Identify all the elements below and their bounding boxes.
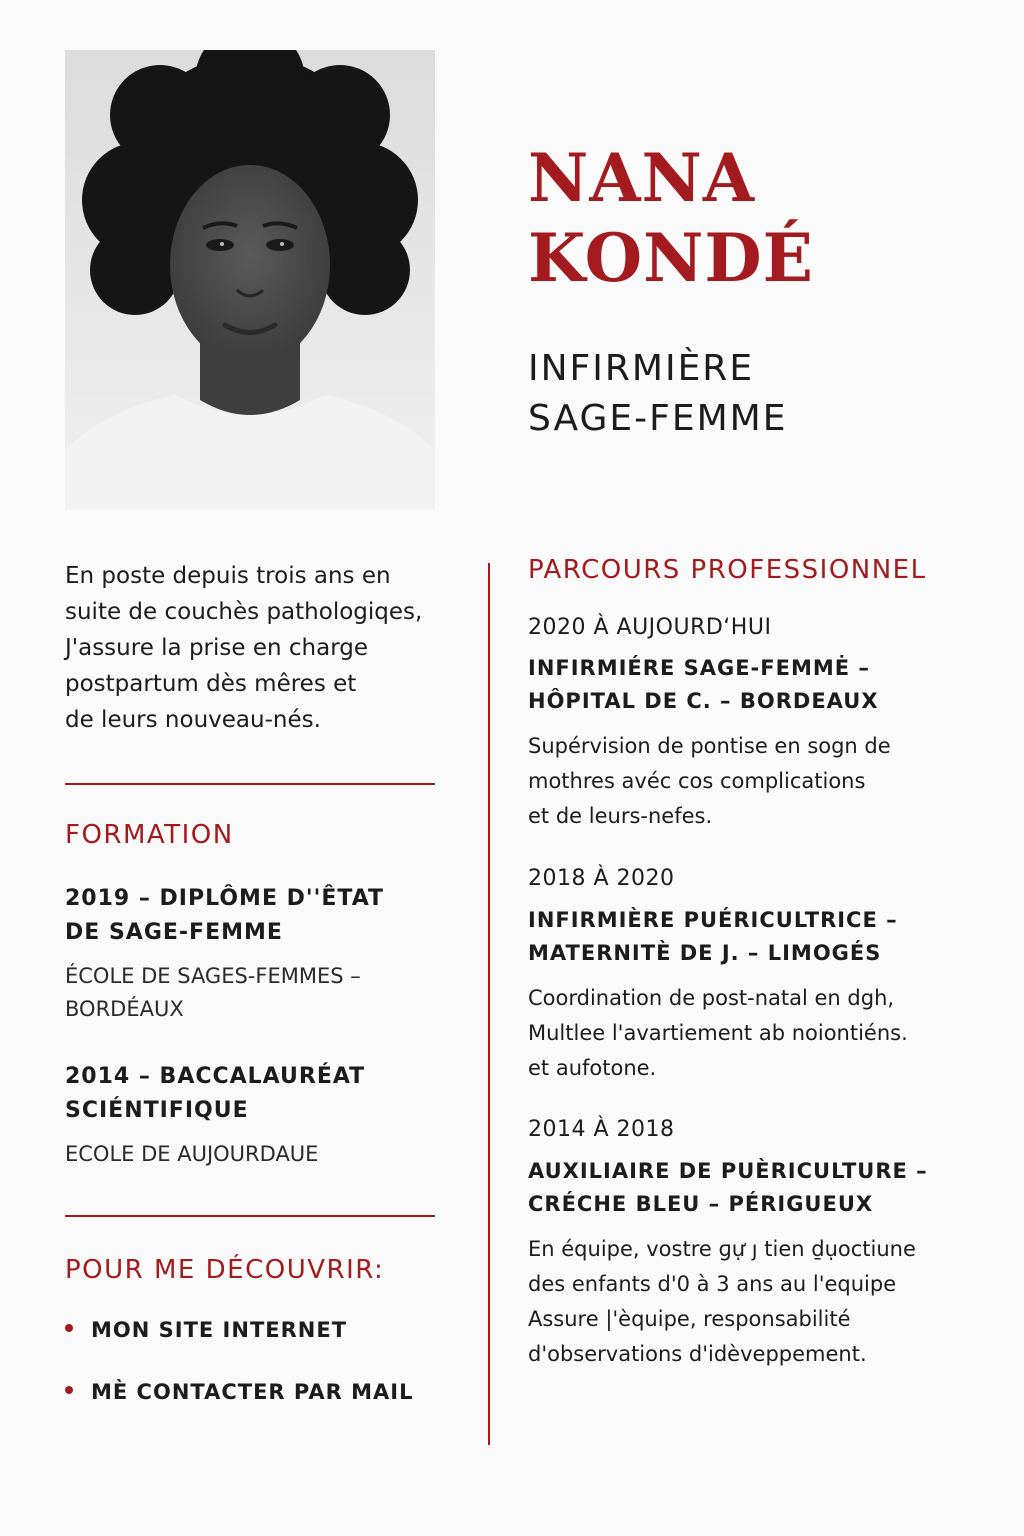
person-name [528, 138, 998, 298]
formation-title: FORMATION [65, 820, 234, 850]
column-divider [488, 563, 490, 1445]
profile-summary [65, 558, 445, 738]
name-last: KONDÉ [528, 219, 814, 297]
summary-line: postpartum dès mêres et [65, 671, 357, 697]
education-heading [65, 882, 384, 950]
website-link[interactable] [65, 1318, 347, 1342]
job-date: 2020 À AUJOURD‘HUI [528, 615, 772, 640]
bullet-icon [65, 1386, 73, 1394]
job-date: 2018 À 2020 [528, 866, 675, 891]
job-position-line: CRÉCHE BLEU – PÉRIGUEUX [528, 1192, 874, 1216]
bullet-icon [65, 1324, 73, 1332]
section-divider [65, 783, 435, 785]
job-description-line: Multlee l'avartiement ab noiontiéns. [528, 1021, 908, 1045]
job-description [528, 1232, 916, 1372]
website-link-label: MON SITE INTERNET [91, 1318, 348, 1342]
education-school-line: ECOLE DE AUJOURDAUE [65, 1142, 319, 1166]
education-heading-line: 2014 – BACCALAURÉAT [65, 1064, 366, 1089]
education-heading-line: SCIÉNTIFIQUE [65, 1098, 249, 1123]
education-school [65, 960, 361, 1026]
job-position-line: HÔPITAL DE C. – BORDEAUX [528, 689, 879, 713]
job-position [528, 652, 879, 718]
job-description-line: et de leurs-nefes. [528, 804, 713, 828]
job-description [528, 981, 908, 1086]
job-date: 2014 À 2018 [528, 1117, 675, 1142]
job-position [528, 1155, 928, 1221]
job-description-line: Supérvision de pontise en sogn de [528, 734, 891, 758]
education-school [65, 1138, 318, 1171]
summary-line: suite de couchès pathologiqes, [65, 599, 423, 625]
section-divider [65, 1215, 435, 1217]
education-heading [65, 1060, 365, 1128]
job-description-line: d'observations d'idèveppement. [528, 1342, 867, 1366]
job-description-line: des enfants d'0 à 3 ans au l'equipe [528, 1272, 897, 1296]
summary-line: En poste depuis trois ans en [65, 563, 391, 589]
job-description-line: En équipe, vostre ɡự ȷ tien ḏụoctiune [528, 1237, 916, 1261]
job-position-line: AUXILIAIRE DE PUÈRICULTURE – [528, 1159, 928, 1183]
email-link[interactable] [65, 1380, 413, 1404]
portrait-photo [65, 50, 435, 510]
job-position-line: MATERNITÈ DE J. – LIMOGÉS [528, 941, 882, 965]
job-title-line2: SAGE-FEMME [528, 398, 788, 439]
job-description-line: mothres avéc cos complications [528, 769, 866, 793]
summary-line: J'assure la prise en charge [65, 635, 368, 661]
education-heading-line: 2019 – DIPLÔME D''ÊTAT [65, 886, 385, 911]
job-title [528, 344, 998, 444]
job-description [528, 729, 891, 834]
job-title-line1: INFIRMIÈRE [528, 348, 755, 389]
job-description-line: et aufotone. [528, 1056, 657, 1080]
education-school-line: ÉCOLE DE SAGES-FEMMES – [65, 964, 361, 988]
job-description-line: Coordination de post-natal en dgh, [528, 986, 895, 1010]
job-position-line: INFIRMIÈRE PUÉRICULTRICE – [528, 908, 898, 932]
links-title: POUR ME DÉCOUVRIR: [65, 1255, 385, 1285]
summary-line: de leurs nouveau-nés. [65, 707, 321, 733]
education-heading-line: DE SAGE-FEMME [65, 920, 283, 945]
education-school-line: BORDÉAUX [65, 997, 184, 1021]
job-position [528, 904, 898, 970]
name-first: NANA [528, 139, 756, 217]
job-position-line: INFIRMIÉRE SAGE-FEMMĖ – [528, 656, 870, 680]
experience-title: PARCOURS PROFESSIONNEL [528, 555, 927, 585]
email-link-label: MÈ CONTACTER PAR MAIL [91, 1380, 414, 1404]
job-description-line: Assure |'èquipe, responsabilité [528, 1307, 851, 1331]
